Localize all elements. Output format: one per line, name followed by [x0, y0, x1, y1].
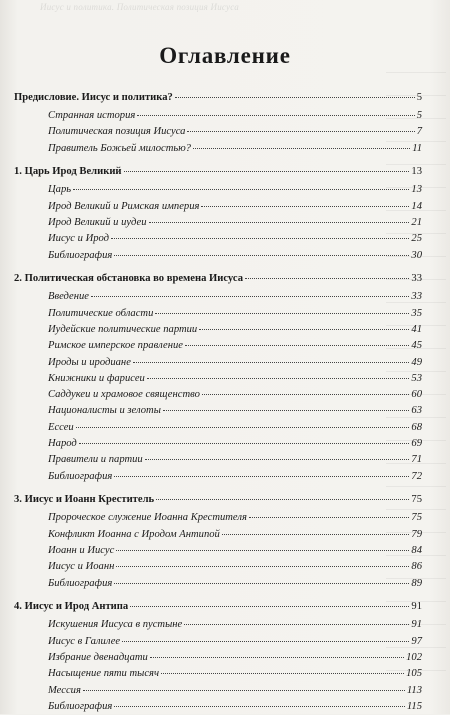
dot-leader — [114, 583, 409, 584]
dot-leader — [245, 278, 409, 279]
entry-title: 2. Политическая обстановка во времена Иисуса — [14, 272, 244, 284]
dot-leader — [193, 148, 410, 149]
subsection-entry — [14, 452, 422, 468]
dot-leader — [145, 459, 410, 460]
entry-title: 4. Иисус и Ирод Антипа — [14, 600, 129, 612]
subsection-entry — [14, 666, 422, 682]
entry-title: Иисус в Галилее — [48, 635, 121, 647]
entry-title: Народ — [48, 438, 77, 450]
subsection-entry — [14, 355, 422, 371]
subsection-entry — [14, 527, 422, 543]
page-number: 91 — [411, 600, 422, 612]
entry-title: Иоанн и Иисус — [48, 545, 115, 557]
dot-leader — [83, 690, 405, 691]
subsection-entry — [14, 108, 422, 124]
dot-leader — [133, 362, 410, 363]
dot-leader — [175, 97, 415, 98]
page-number: 11 — [412, 142, 422, 154]
dot-leader — [76, 427, 410, 428]
entry-title: Библиография — [48, 700, 113, 712]
entry-title: Политическая позиция Иисуса — [48, 126, 186, 138]
dot-leader — [161, 673, 404, 674]
page-number: 97 — [411, 635, 422, 647]
dot-leader — [122, 641, 409, 642]
entry-title: Мессия — [48, 684, 81, 696]
subsection-entry — [14, 469, 422, 485]
entry-title: Правитель Божьей милостью? — [48, 142, 191, 154]
dot-leader — [202, 394, 410, 395]
dot-leader — [124, 171, 410, 172]
dot-leader — [187, 131, 414, 132]
table-of-contents — [14, 88, 422, 715]
dot-leader — [222, 534, 410, 535]
subsection-entry — [14, 576, 422, 592]
subsection-entry — [14, 124, 422, 140]
entry-title: Избрание двенадцати — [48, 652, 148, 664]
page-number: 68 — [411, 421, 422, 433]
entry-title: Конфликт Иоанна с Иродом Антипой — [48, 528, 220, 540]
dot-leader — [184, 624, 409, 625]
page-number: 102 — [406, 652, 422, 664]
dot-leader — [116, 566, 409, 567]
entry-title: Саддукеи и храмовое священство — [48, 389, 200, 401]
entry-title: Правители и партии — [48, 454, 143, 466]
dot-leader — [201, 206, 409, 207]
page-number: 33 — [411, 272, 422, 284]
entry-title: Предисловие. Иисус и политика? — [14, 92, 173, 103]
page-number: 63 — [411, 405, 422, 417]
page-number: 71 — [411, 454, 422, 466]
page-number: 5 — [416, 110, 422, 121]
page-number: 91 — [411, 619, 422, 631]
entry-title: Ессеи — [48, 421, 74, 433]
subsection-entry — [14, 699, 422, 715]
dot-leader — [163, 410, 410, 411]
dot-leader — [79, 443, 410, 444]
page-number: 115 — [406, 700, 422, 712]
dot-leader — [249, 517, 410, 518]
chapter-entry — [14, 596, 422, 618]
entry-title: Введение — [48, 291, 89, 303]
page-number: 75 — [411, 512, 422, 524]
page-number: 30 — [411, 249, 422, 261]
page-number: 14 — [411, 200, 422, 212]
entry-title: 3. Иисус и Иоанн Креститель — [14, 493, 155, 505]
dot-leader — [137, 115, 414, 116]
entry-title: Иудейские политические партии — [48, 323, 198, 335]
dot-leader — [73, 189, 409, 190]
page-number: 89 — [411, 577, 422, 589]
entry-title: Иисус и Иоанн — [48, 561, 115, 573]
entry-title: Политические области — [48, 307, 154, 319]
subsection-entry — [14, 371, 422, 387]
dot-leader — [199, 329, 409, 330]
entry-title: Искушения Иисуса в пустыне — [48, 619, 183, 631]
page-title: Оглавление — [159, 43, 291, 68]
subsection-entry — [14, 289, 422, 305]
subsection-entry — [14, 306, 422, 322]
page-number: 33 — [411, 291, 422, 303]
entry-title: Ирод Великий и Римская империя — [48, 200, 200, 212]
subsection-entry — [14, 403, 422, 419]
dot-leader — [147, 378, 410, 379]
page-number: 25 — [411, 233, 422, 245]
subsection-entry — [14, 559, 422, 575]
page-number: 84 — [411, 545, 422, 557]
subsection-entry — [14, 510, 422, 526]
subsection-entry — [14, 141, 422, 157]
dot-leader — [130, 606, 409, 607]
page-number: 13 — [411, 184, 422, 196]
entry-title: 1. Царь Ирод Великий — [14, 165, 122, 177]
page-number: 5 — [416, 92, 422, 103]
subsection-entry — [14, 650, 422, 666]
entry-title: Иисус и Ирод — [48, 233, 110, 245]
dot-leader — [150, 657, 404, 658]
dot-leader — [114, 255, 409, 256]
dot-leader — [111, 238, 409, 239]
entry-title: Ироды и иродиане — [48, 356, 131, 368]
dot-leader — [114, 476, 409, 477]
page-number: 53 — [411, 372, 422, 384]
subsection-entry — [14, 248, 422, 264]
subsection-entry — [14, 322, 422, 338]
entry-title: Библиография — [48, 249, 113, 261]
page-number: 69 — [411, 438, 422, 450]
entry-title: Римское имперское правление — [48, 340, 184, 352]
subsection-entry — [14, 634, 422, 650]
entry-title: Националисты и зелоты — [48, 405, 161, 417]
subsection-entry — [14, 387, 422, 403]
page-number: 86 — [411, 561, 422, 573]
subsection-entry — [14, 182, 422, 198]
page-number: 60 — [411, 389, 422, 401]
subsection-entry — [14, 215, 422, 231]
dot-leader — [116, 550, 409, 551]
entry-title: Библиография — [48, 470, 113, 482]
page-number: 49 — [411, 356, 422, 368]
subsection-entry — [14, 436, 422, 452]
subsection-entry — [14, 231, 422, 247]
subsection-entry — [14, 617, 422, 633]
entry-title: Ирод Великий и иудеи — [48, 216, 147, 228]
show-through-text: Иисус и политика. Политическая позиция Иисуса — [40, 2, 239, 12]
page-number: 13 — [411, 165, 422, 177]
chapter-entry — [14, 161, 422, 183]
page-number: 72 — [411, 470, 422, 482]
page-number: 113 — [406, 684, 422, 696]
entry-title: Странная история — [48, 110, 136, 121]
entry-title: Пророческое служение Иоанна Крестителя — [48, 512, 247, 524]
dot-leader — [185, 345, 409, 346]
page-number: 105 — [406, 668, 422, 680]
dot-leader — [156, 499, 409, 500]
dot-leader — [91, 296, 409, 297]
page-number: 41 — [411, 323, 422, 335]
subsection-entry — [14, 420, 422, 436]
subsection-entry — [14, 683, 422, 699]
dot-leader — [149, 222, 410, 223]
page-number: 45 — [411, 340, 422, 352]
entry-title: Насыщение пяти тысяч — [48, 668, 160, 680]
page-number: 75 — [411, 493, 422, 505]
page-number: 21 — [411, 216, 422, 228]
subsection-entry — [14, 543, 422, 559]
entry-title: Царь — [48, 184, 72, 196]
page-number: 7 — [416, 126, 422, 138]
chapter-entry — [14, 268, 422, 290]
entry-title: Библиография — [48, 577, 113, 589]
subsection-entry — [14, 199, 422, 215]
chapter-entry — [14, 489, 422, 511]
dot-leader — [155, 313, 409, 314]
dot-leader — [114, 706, 405, 707]
subsection-entry — [14, 338, 422, 354]
entry-title: Книжники и фарисеи — [48, 372, 145, 384]
chapter-entry — [14, 88, 422, 108]
page-number: 35 — [411, 307, 422, 319]
page-number: 79 — [411, 528, 422, 540]
